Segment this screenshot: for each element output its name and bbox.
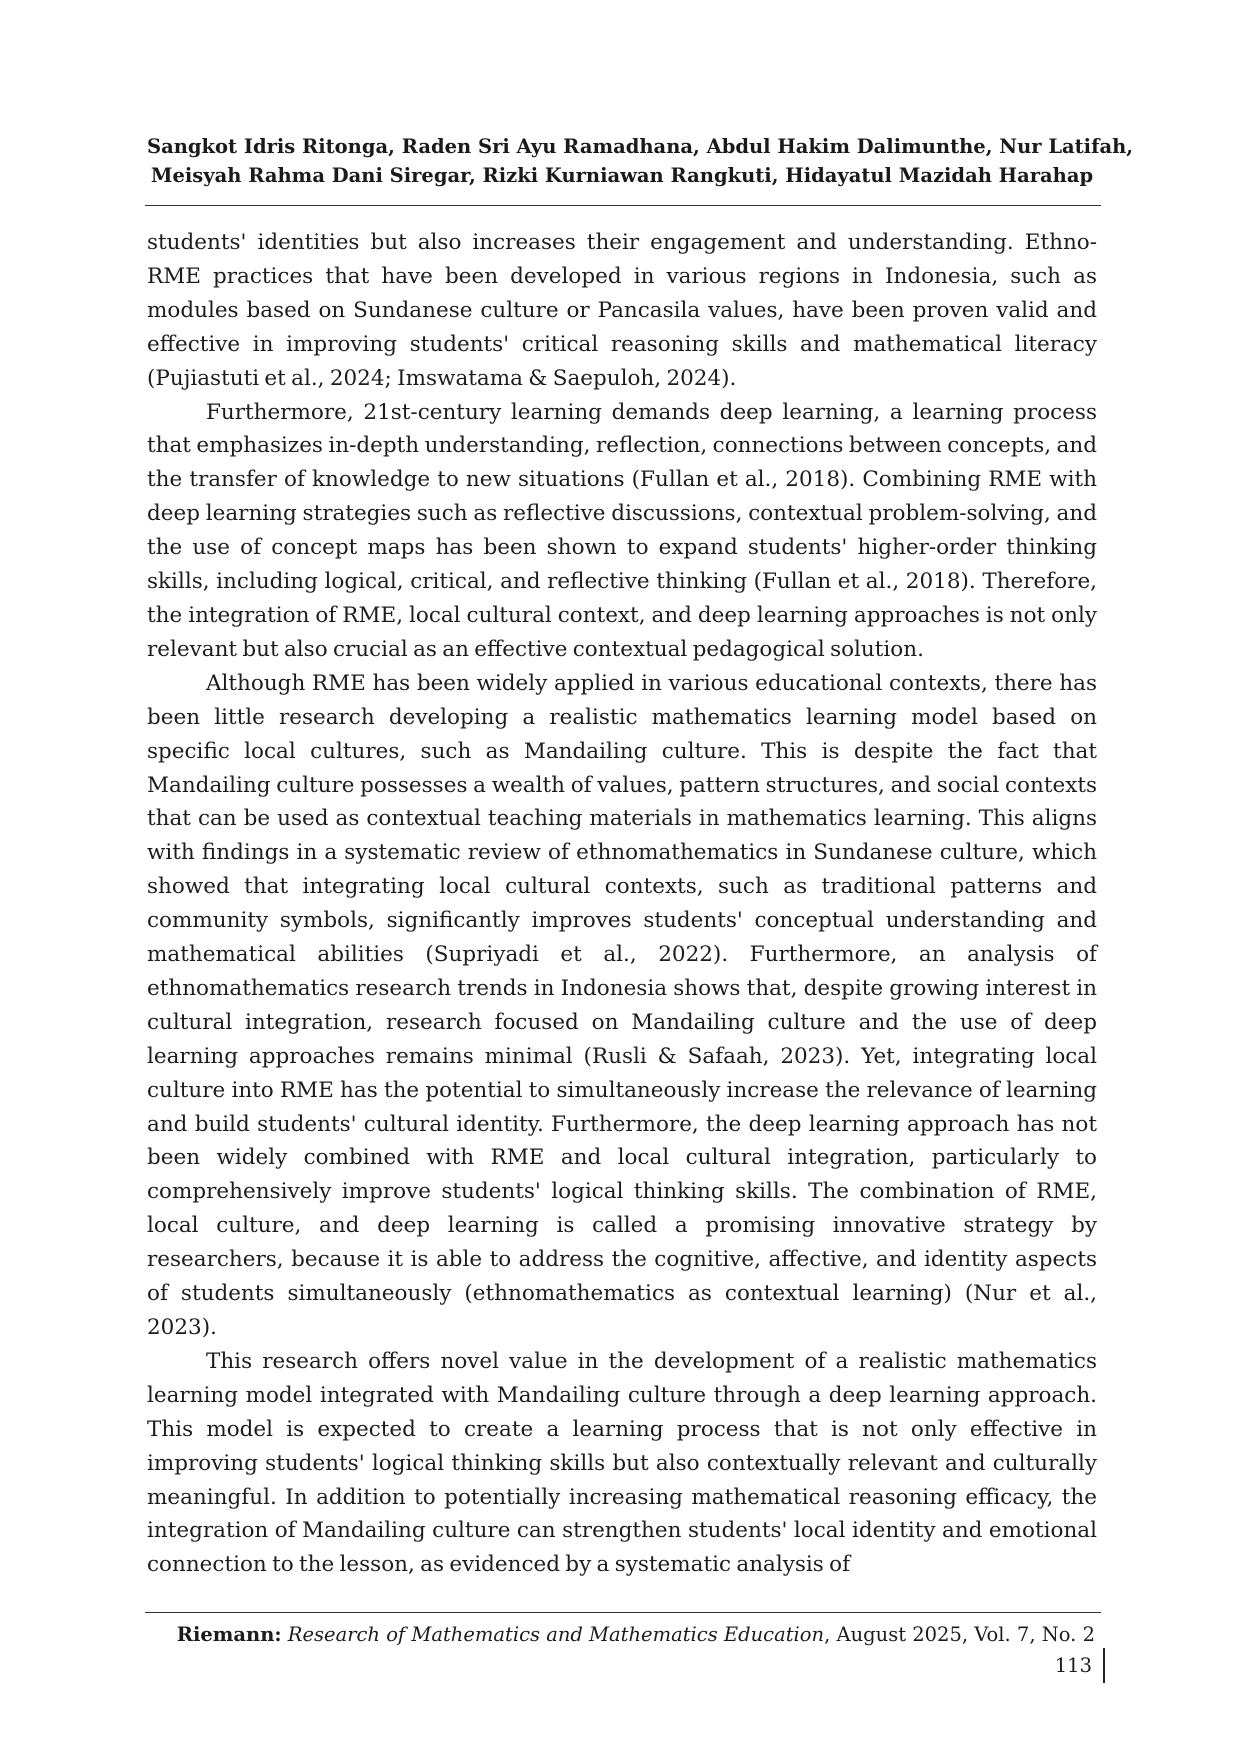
- running-header: [147, 132, 1134, 190]
- issue-info: , August 2025, Vol. 7, No. 2: [824, 1623, 1095, 1646]
- footer-divider: [145, 1612, 1101, 1613]
- paragraph-1: students' identities but also increases their engagement and understanding. Ethno-RME practices that have been developed in various regions in Indonesia, such as modules based on Sundanese culture or Pancasila values, have been proven valid and effective in improving students' critical reasoning skills and mathematical literacy (Pujiastuti et al., 2024; Imswatama & Saepuloh, 2024).: [147, 230, 1097, 391]
- page-number: 113: [1054, 1654, 1092, 1677]
- journal-citation: [177, 1620, 1095, 1650]
- journal-title: Research of Mathematics and Mathematics Education: [287, 1623, 825, 1646]
- header-divider: [145, 205, 1101, 206]
- paragraph-3: Although RME has been widely applied in various educational contexts, there has been little research developing a realistic mathematics learning model based on specific local cultures, such as Mandailing culture. This is despite the fact that Mandailing culture possesses a wealth of values, pattern structures, and social contexts that can be used as contextual teaching materials in mathematics learning. This aligns with findings in a systematic review of ethnomathematics in Sundanese culture, which showed that integrating local cultural contexts, such as traditional patterns and community symbols, significantly improves students' conceptual understanding and mathematical abilities (Supriyadi et al., 2022). Furthermore, an analysis of ethnomathematics research trends in Indonesia shows that, despite growing interest in cultural integration, research focused on Mandailing culture and the use of deep learning approaches remains minimal (Rusli & Safaah, 2023). Yet, integrating local culture into RME has the potential to simultaneously increase the relevance of learning and build students' cultural identity. Furthermore, the deep learning approach has not been widely combined with RME and local cultural integration, particularly to comprehensively improve students' logical thinking skills. The combination of RME, local culture, and deep learning is called a promising innovative strategy by researchers, because it is able to address the cognitive, affective, and identity aspects of students simultaneously (ethnomathematics as contextual learning) (Nur et al., 2023).: [147, 670, 1097, 1340]
- page-number-bar: [1103, 1648, 1105, 1683]
- authors-line-1: Sangkot Idris Ritonga, Raden Sri Ayu Ramadhana, Abdul Hakim Dalimunthe, Nur Latifah,: [147, 135, 1134, 158]
- paragraph-4: This research offers novel value in the development of a realistic mathematics learning model integrated with Mandailing culture through a deep learning approach. This model is expected to create a learning process that is not only effective in improving students' logical thinking skills but also contextually relevant and culturally meaningful. In addition to potentially increasing mathematical reasoning efficacy, the integration of Mandailing culture can strengthen students' local identity and emotional connection to the lesson, as evidenced by a systematic analysis of: [147, 1348, 1097, 1578]
- journal-name: Riemann:: [176, 1623, 282, 1646]
- authors-line-2: Meisyah Rahma Dani Siregar, Rizki Kurniawan Rangkuti, Hidayatul Mazidah Harahap: [150, 164, 1094, 187]
- paragraph-2: Furthermore, 21st-century learning demands deep learning, a learning process that emphasizes in-depth understanding, reflection, connections between concepts, and the transfer of knowledge to new situations (Fullan et al., 2018). Combining RME with deep learning strategies such as reflective discussions, contextual problem-solving, and the use of concept maps has been shown to expand students' higher-order thinking skills, including logical, critical, and reflective thinking (Fullan et al., 2018). Therefore, the integration of RME, local cultural context, and deep learning approaches is not only relevant but also crucial as an effective contextual pedagogical solution.: [147, 399, 1097, 662]
- body-text: [147, 226, 1097, 1582]
